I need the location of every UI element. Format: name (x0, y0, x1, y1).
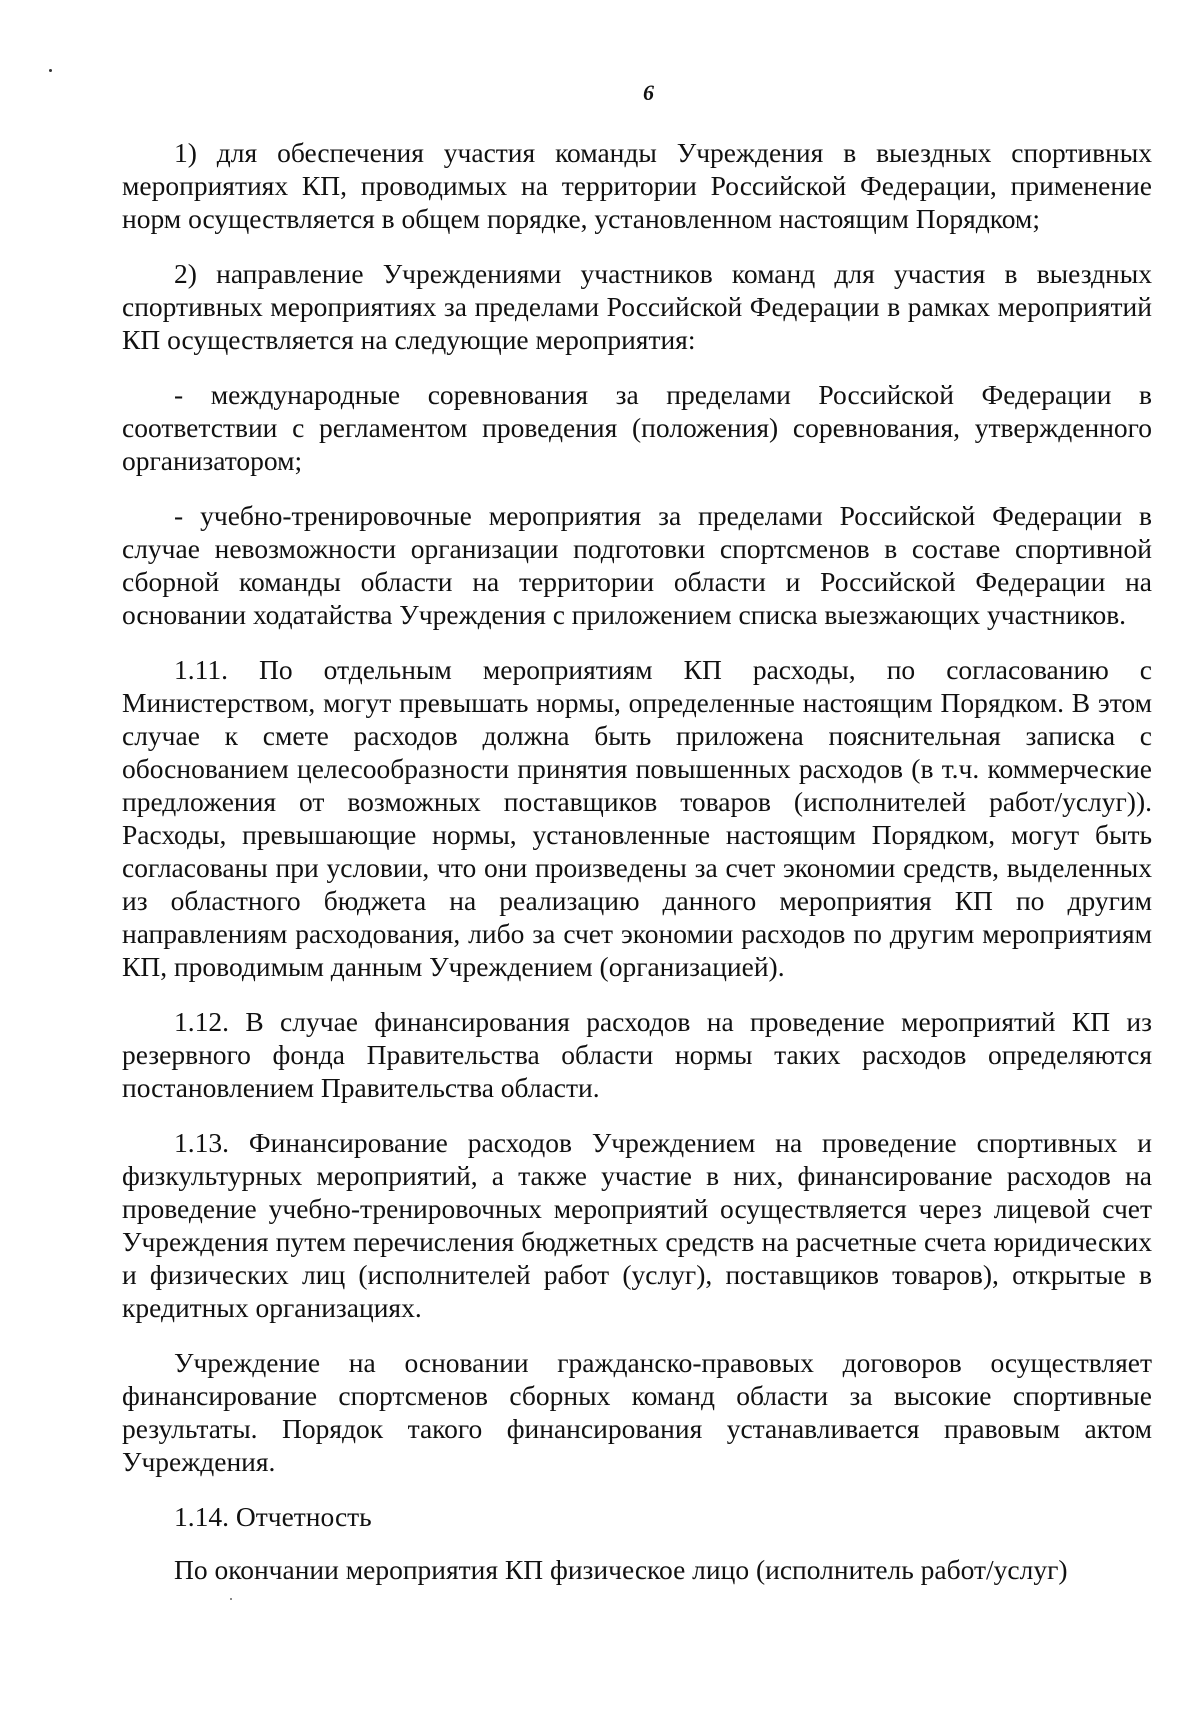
page-number: 6 (643, 80, 654, 105)
document-body (122, 136, 1152, 1608)
paragraph-1-13: 1.13. Финансирование расходов Учреждением на проведение спортивных и физкультурных мероприятий, а также участие в них, финансирование расходов на проведение учебно-тренировочных мероприятий осуществляется через лицевой счет Учреждения путем перечисления бюджетных средств на расчетные счета юридических и физических лиц (исполнителей работ (услуг), поставщиков товаров), открытые в кредитных организациях. (122, 1127, 1152, 1323)
paragraph-bullet-international: - международные соревнования за пределами Российской Федерации в соответствии с регламентом проведения (положения) соревнования, утвержденного организатором; (122, 379, 1152, 476)
paragraph-item-2: 2) направление Учреждениями участников команд для участия в выездных спортивных мероприятиях за пределами Российской Федерации в рамках мероприятий КП осуществляется на следующие мероприятия: (122, 258, 1152, 355)
scan-speck (49, 69, 52, 72)
paragraph-reporting-start: По окончании мероприятия КП физическое лицо (исполнитель работ/услуг) (174, 1554, 1068, 1585)
paragraph-item-1: 1) для обеспечения участия команды Учреждения в выездных спортивных мероприятиях КП, проводимых на территории Российской Федерации, применение норм осуществляется в общем порядке, установленном настоящим Порядком; (122, 137, 1152, 234)
paragraph-bullet-training: - учебно-тренировочные мероприятия за пределами Российской Федерации в случае невозможности организации подготовки спортсменов в составе спортивной сборной команды области на территории области и Российской Федерации на основании ходатайства Учреждения с приложением списка выезжающих участников. (122, 500, 1152, 630)
paragraph-1-12: 1.12. В случае финансирования расходов на проведение мероприятий КП из резервного фонда Правительства области нормы таких расходов определяются постановлением Правительства области. (122, 1006, 1152, 1103)
paragraph-institution-financing: Учреждение на основании гражданско-правовых договоров осуществляет финансирование спортсменов сборных команд области за высокие спортивные результаты. Порядок такого финансирования устанавливается правовым актом Учреждения. (122, 1347, 1152, 1477)
section-heading-reporting: 1.14. Отчетность (174, 1501, 372, 1532)
paragraph-1-11: 1.11. По отдельным мероприятиям КП расходы, по согласованию с Министерством, могут превышать нормы, определенные настоящим Порядком. В этом случае к смете расходов должна быть приложена пояснительная записка с обоснованием целесообразности принятия повышенных расходов (в т.ч. коммерческие предложения от возможных поставщиков товаров (исполнителей работ/услуг)). Расходы, превышающие нормы, установленные настоящим Порядком, могут быть согласованы при условии, что они произведены за счет экономии средств, выделенных из областного бюджета на реализацию данного мероприятия КП по другим направлениям расходования, либо за счет экономии расходов по другим мероприятиям КП, проводимым данным Учреждением (организацией). (122, 654, 1152, 982)
scan-mark (230, 1598, 232, 1600)
